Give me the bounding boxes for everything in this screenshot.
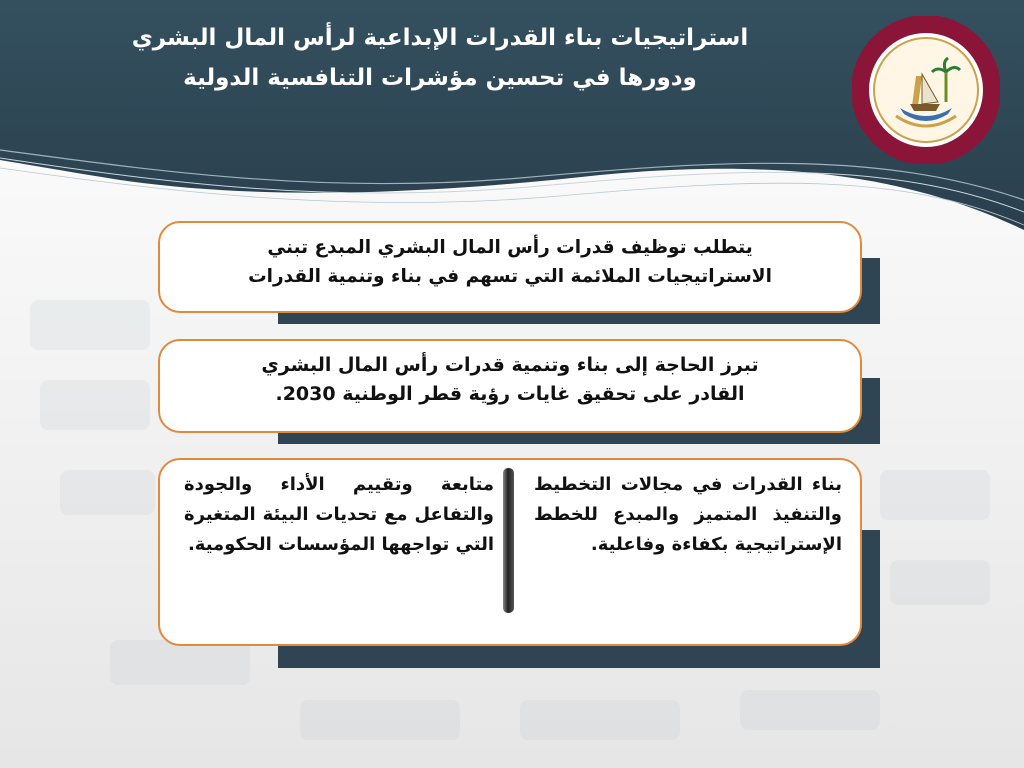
box3-right-column: بناء القدرات في مجالات التخطيط والتنفيذ المتميز والمبدع للخطط الإستراتيجية بكفاءة وفاعلية. [534, 474, 842, 555]
box2-line-1: تبرز الحاجة إلى بناء وتنمية قدرات رأس المال البشري [261, 354, 759, 376]
title-line-1: استراتيجيات بناء القدرات الإبداعية لرأس المال البشري [131, 25, 749, 51]
column-divider [503, 468, 514, 613]
strategy-box-2 [158, 339, 862, 433]
strategy-box-1 [158, 221, 862, 313]
box3-left-column: متابعة وتقييم الأداء والجودة والتفاعل مع تحديات البيئة المتغيرة التي تواجهها المؤسسات الحكومية. [184, 474, 494, 555]
box1-line-2: الاستراتيجيات الملائمة التي تسهم في بناء وتنمية القدرات [248, 266, 772, 287]
ministry-logo [852, 16, 1000, 164]
slide-title [60, 18, 820, 98]
box1-line-1: يتطلب توظيف قدرات رأس المال البشري المبدع تبني [267, 237, 753, 258]
title-line-2: ودورها في تحسين مؤشرات التنافسية الدولية [183, 65, 697, 91]
box2-line-2: القادر على تحقيق غايات رؤية قطر الوطنية 2030. [275, 383, 745, 405]
